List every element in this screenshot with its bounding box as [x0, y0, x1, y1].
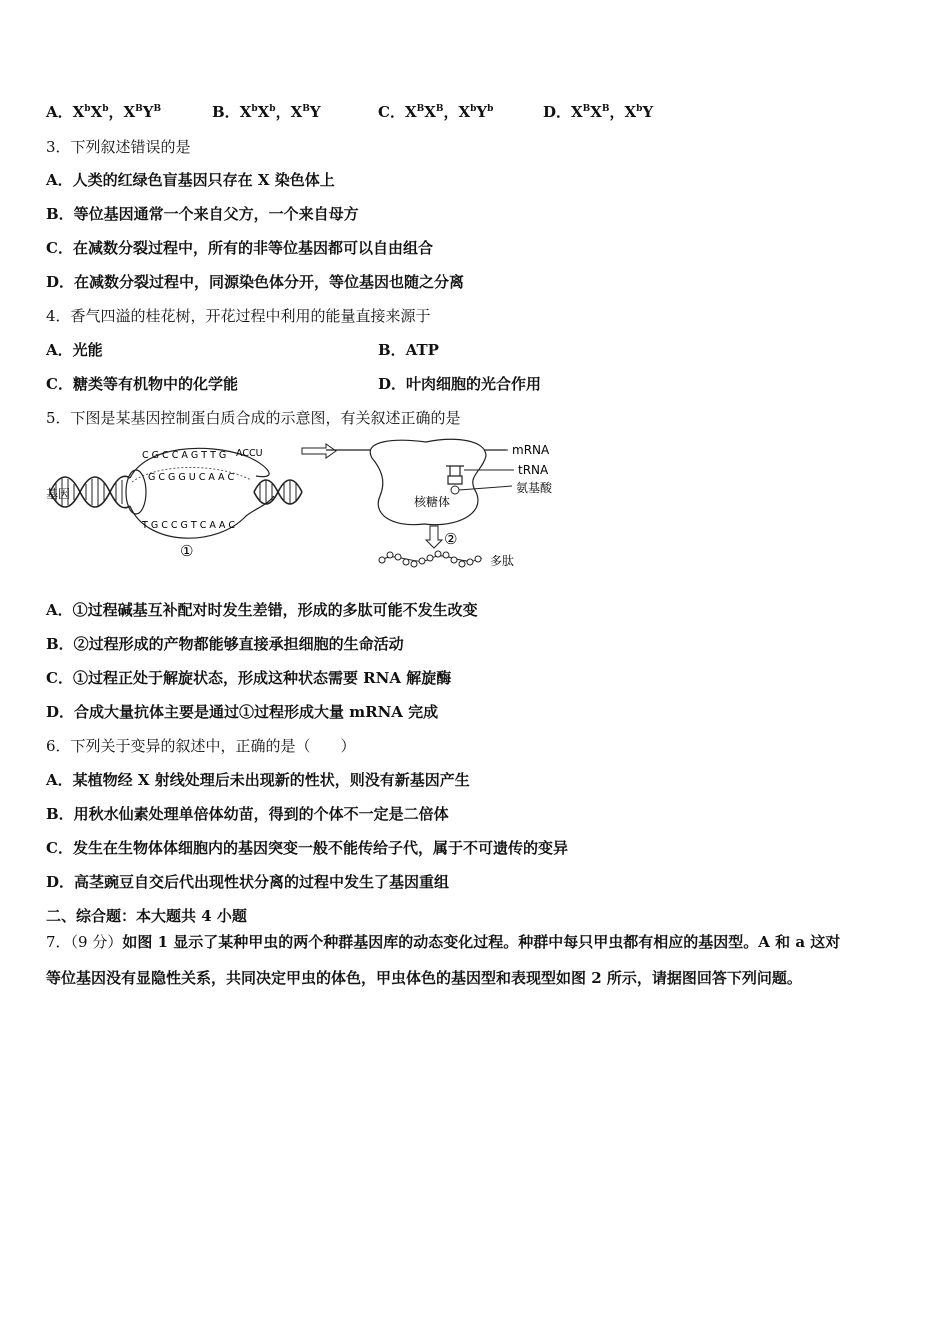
peptide-chain — [379, 551, 482, 567]
mrna-label: mRNA — [512, 443, 550, 457]
q5-option-b: B．②过程形成的产物都能够直接承担细胞的生命活动 — [46, 635, 404, 653]
q4-option-a: A．光能 — [46, 341, 103, 359]
ribosome-label: 核糖体 — [414, 495, 451, 509]
q6-option-d: D．高茎豌豆自交后代出现性状分离的过程中发生了基因重组 — [46, 873, 450, 891]
step-2-label: ② — [444, 530, 458, 548]
process-arrow — [302, 444, 336, 458]
q2-option-b-genotype: $X^bX^b$，$X^BY$ — [239, 103, 321, 121]
q2-option-b: B．$X^bX^b$，$X^BY$ — [212, 103, 321, 121]
ribosome-icon — [370, 439, 486, 524]
allele-superscript: b — [470, 104, 477, 114]
q5-option-c: C．①过程正处于解旋状态，形成这种状态需要 RNA 解旋酶 — [46, 669, 452, 687]
q2-option-c: C．$X^BX^B$，$X^bY^b$ — [378, 103, 494, 121]
step-2-arrow — [426, 526, 442, 548]
q5-option-d: D．合成大量抗体主要是通过①过程形成大量 mRNA 完成 — [46, 703, 439, 721]
rna-polymerase — [126, 470, 146, 514]
q3-option-c: C．在减数分裂过程中，所有的非等位基因都可以自由组合 — [46, 239, 433, 257]
allele-superscript: b — [84, 104, 91, 114]
allele-superscript: B — [135, 104, 143, 114]
q7-text-1: 如图 1 显示了某种甲虫的两个种群基因库的动态变化过程。种群中每只甲虫都有相应的基因型。A 和 a 这对 — [122, 933, 841, 951]
trna-label: tRNA — [518, 463, 549, 477]
allele-superscript: B — [601, 104, 610, 114]
amino-acid-label: 氨基酸 — [516, 481, 553, 495]
q7-line-2: 等位基因没有显隐性关系，共同决定甲虫的体色，甲虫体色的基因型和表现型如图 2 所示，请据图回答下列问题。 — [46, 969, 802, 987]
allele-superscript: b — [251, 104, 258, 114]
allele-superscript: B — [582, 104, 591, 114]
peptide-label: 多肽 — [490, 554, 515, 568]
q4-option-c: C．糖类等有机物中的化学能 — [46, 375, 238, 393]
allele-superscript: b — [636, 104, 643, 114]
q4-stem: 4．香气四溢的桂花树，开花过程中利用的能量直接来源于 — [46, 307, 431, 325]
section-2-title: 二、综合题：本大题共 4 小题 — [46, 907, 247, 925]
allele-superscript: B — [416, 104, 425, 114]
mrna-tail-bases: ACCU — [236, 448, 263, 459]
top-strand-bases: C G C C A G T T G — [142, 450, 227, 461]
bottom-strand-bases: T G C C G T C A A C — [142, 520, 236, 531]
q7-number: 7．（9 分） — [46, 933, 123, 951]
amino-acid-icon — [451, 486, 459, 494]
q2-option-a-genotype: $X^bX^b$，$X^BY^B$ — [72, 103, 162, 121]
q2-option-a: A．$X^bX^b$，$X^BY^B$ — [46, 103, 162, 121]
q6-stem: 6．下列关于变异的叙述中，正确的是（ ） — [46, 737, 356, 755]
allele-superscript: B — [153, 104, 162, 114]
allele-superscript: b — [269, 104, 276, 114]
q4-option-b: B．ATP — [378, 341, 439, 359]
q6-option-b: B．用秋水仙素处理单倍体幼苗，得到的个体不一定是二倍体 — [46, 805, 449, 823]
q2-option-c-genotype: $X^BX^B$，$X^bY^b$ — [404, 103, 494, 121]
q3-stem: 3．下列叙述错误的是 — [46, 138, 191, 156]
q3-option-b: B．等位基因通常一个来自父方，一个来自母方 — [46, 205, 359, 223]
mrna-bases: G C G G U C A A C — [148, 472, 235, 483]
q2-option-d-genotype: $X^BX^B$，$X^bY$ — [571, 103, 654, 121]
allele-superscript: b — [102, 104, 109, 114]
allele-superscript: B — [302, 104, 310, 114]
q6-option-a: A．某植物经 X 射线处理后未出现新的性状，则没有新基因产生 — [46, 771, 470, 789]
gene-label: 基因 — [46, 487, 71, 501]
q3-option-d: D．在减数分裂过程中，同源染色体分开，等位基因也随之分离 — [46, 273, 465, 291]
q4-option-d: D．叶肉细胞的光合作用 — [378, 375, 542, 393]
step-1-label: ① — [180, 542, 194, 560]
allele-superscript: b — [487, 104, 494, 114]
q7-line-1 — [46, 932, 840, 952]
q3-option-a: A．人类的红绿色盲基因只存在 X 染色体上 — [46, 171, 335, 189]
q6-option-c: C．发生在生物体体细胞内的基因突变一般不能传给子代，属于不可遗传的变异 — [46, 839, 568, 857]
allele-superscript: B — [435, 104, 444, 114]
gene-expression-figure — [46, 436, 566, 576]
q5-option-a: A．①过程碱基互补配对时发生差错，形成的多肽可能不发生改变 — [46, 601, 478, 619]
q5-stem: 5．下图是某基因控制蛋白质合成的示意图，有关叙述正确的是 — [46, 409, 461, 427]
dna-helix-right — [254, 480, 302, 504]
q2-option-d: D．$X^BX^B$，$X^bY$ — [543, 103, 654, 121]
